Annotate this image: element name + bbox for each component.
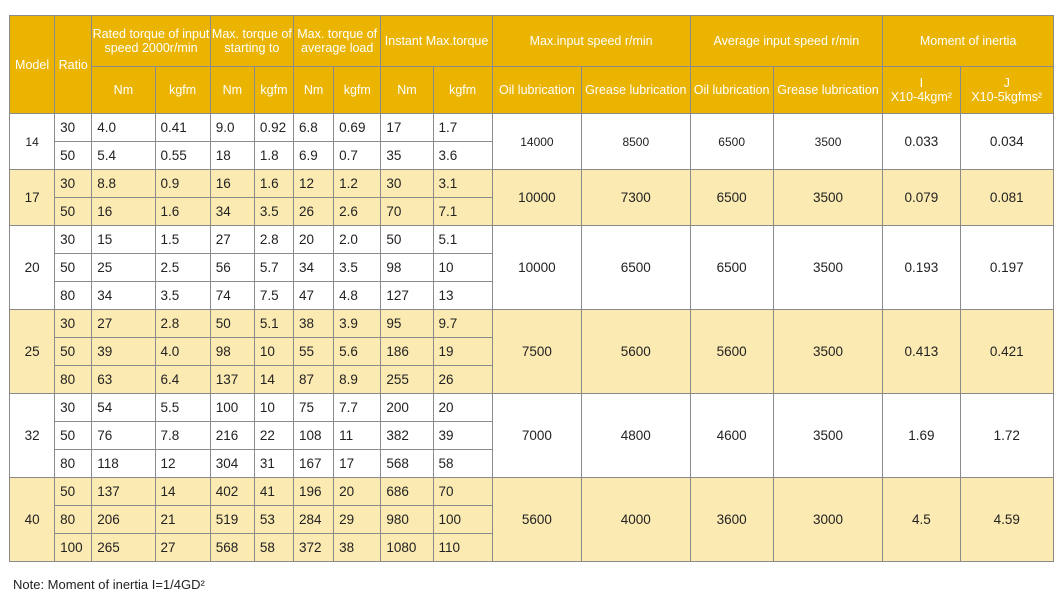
subheader-grease-lubrication: Grease lubrication (773, 67, 882, 114)
header-instant-max-torque: Instant Max.torque (381, 16, 492, 67)
avg-speed-grease-cell: 3500 (773, 170, 882, 226)
rated-kgfm-cell: 1.6 (155, 198, 210, 226)
start-nm-cell: 137 (210, 366, 254, 394)
avg-nm-cell: 12 (294, 170, 334, 198)
spec-table-body (10, 114, 1054, 562)
avg-speed-grease-cell: 3500 (773, 226, 882, 310)
inertia-j-cell: 0.034 (960, 114, 1053, 170)
header-moment-of-inertia: Moment of inertia (883, 16, 1054, 67)
avg-nm-cell: 87 (294, 366, 334, 394)
ratio-cell: 80 (55, 282, 92, 310)
instant-nm-cell: 50 (381, 226, 433, 254)
ratio-cell: 50 (55, 338, 92, 366)
instant-kgfm-cell: 26 (433, 366, 492, 394)
table-row (10, 478, 1054, 506)
start-nm-cell: 27 (210, 226, 254, 254)
instant-kgfm-cell: 70 (433, 478, 492, 506)
avg-nm-cell: 26 (294, 198, 334, 226)
instant-nm-cell: 127 (381, 282, 433, 310)
spec-table-container (9, 15, 1054, 562)
inertia-j-cell: 0.421 (960, 310, 1053, 394)
subheader-oil-lubrication: Oil lubrication (492, 67, 581, 114)
start-nm-cell: 18 (210, 142, 254, 170)
max-speed-oil-cell: 7000 (492, 394, 581, 478)
subheader-oil-lubrication: Oil lubrication (690, 67, 773, 114)
rated-kgfm-cell: 6.4 (155, 366, 210, 394)
instant-nm-cell: 98 (381, 254, 433, 282)
rated-kgfm-cell: 7.8 (155, 422, 210, 450)
rated-nm-cell: 206 (92, 506, 155, 534)
start-kgfm-cell: 58 (254, 534, 293, 562)
start-kgfm-cell: 1.6 (254, 170, 293, 198)
subheader-nm: Nm (92, 67, 155, 114)
rated-nm-cell: 39 (92, 338, 155, 366)
ratio-cell: 50 (55, 422, 92, 450)
subheader-nm: Nm (381, 67, 433, 114)
subheader-kgfm: kgfm (433, 67, 492, 114)
header-ratio: Ratio (55, 16, 92, 114)
instant-kgfm-cell: 10 (433, 254, 492, 282)
start-kgfm-cell: 0.92 (254, 114, 293, 142)
avg-kgfm-cell: 3.5 (334, 254, 381, 282)
start-nm-cell: 16 (210, 170, 254, 198)
start-kgfm-cell: 41 (254, 478, 293, 506)
header-max-input-speed: Max.input speed r/min (492, 16, 690, 67)
ratio-cell: 80 (55, 450, 92, 478)
inertia-i-unit: X10-4kgm² (890, 90, 952, 104)
start-kgfm-cell: 7.5 (254, 282, 293, 310)
rated-nm-cell: 265 (92, 534, 155, 562)
instant-kgfm-cell: 7.1 (433, 198, 492, 226)
start-nm-cell: 50 (210, 310, 254, 338)
ratio-cell: 50 (55, 198, 92, 226)
rated-nm-cell: 76 (92, 422, 155, 450)
avg-kgfm-cell: 7.7 (334, 394, 381, 422)
instant-nm-cell: 200 (381, 394, 433, 422)
model-cell: 17 (10, 170, 55, 226)
avg-kgfm-cell: 11 (334, 422, 381, 450)
avg-speed-oil-cell: 6500 (690, 170, 773, 226)
start-nm-cell: 74 (210, 282, 254, 310)
instant-nm-cell: 686 (381, 478, 433, 506)
start-kgfm-cell: 22 (254, 422, 293, 450)
start-nm-cell: 100 (210, 394, 254, 422)
instant-kgfm-cell: 19 (433, 338, 492, 366)
start-kgfm-cell: 5.1 (254, 310, 293, 338)
avg-kgfm-cell: 17 (334, 450, 381, 478)
rated-nm-cell: 27 (92, 310, 155, 338)
max-speed-grease-cell: 7300 (582, 170, 690, 226)
inertia-j-cell: 4.59 (960, 478, 1053, 562)
subheader-kgfm: kgfm (254, 67, 293, 114)
rated-kgfm-cell: 0.55 (155, 142, 210, 170)
rated-kgfm-cell: 2.8 (155, 310, 210, 338)
avg-nm-cell: 75 (294, 394, 334, 422)
inertia-i-cell: 4.5 (883, 478, 960, 562)
avg-nm-cell: 167 (294, 450, 334, 478)
rated-nm-cell: 63 (92, 366, 155, 394)
avg-kgfm-cell: 2.6 (334, 198, 381, 226)
max-speed-grease-cell: 6500 (582, 226, 690, 310)
rated-nm-cell: 16 (92, 198, 155, 226)
table-row (10, 310, 1054, 338)
model-cell: 14 (10, 114, 55, 170)
instant-nm-cell: 980 (381, 506, 433, 534)
avg-speed-oil-cell: 3600 (690, 478, 773, 562)
avg-nm-cell: 38 (294, 310, 334, 338)
start-nm-cell: 304 (210, 450, 254, 478)
avg-speed-grease-cell: 3500 (773, 394, 882, 478)
avg-nm-cell: 6.8 (294, 114, 334, 142)
start-kgfm-cell: 31 (254, 450, 293, 478)
max-speed-oil-cell: 10000 (492, 226, 581, 310)
avg-kgfm-cell: 0.7 (334, 142, 381, 170)
inertia-i-cell: 0.413 (883, 310, 960, 394)
avg-speed-grease-cell: 3500 (773, 114, 882, 170)
model-cell: 40 (10, 478, 55, 562)
avg-kgfm-cell: 1.2 (334, 170, 381, 198)
rated-nm-cell: 34 (92, 282, 155, 310)
start-kgfm-cell: 14 (254, 366, 293, 394)
instant-nm-cell: 30 (381, 170, 433, 198)
max-speed-grease-cell: 5600 (582, 310, 690, 394)
ratio-cell: 30 (55, 310, 92, 338)
subheader-inertia-i (883, 67, 960, 114)
instant-kgfm-cell: 20 (433, 394, 492, 422)
start-kgfm-cell: 53 (254, 506, 293, 534)
avg-speed-oil-cell: 4600 (690, 394, 773, 478)
start-nm-cell: 34 (210, 198, 254, 226)
start-kgfm-cell: 10 (254, 394, 293, 422)
max-speed-oil-cell: 5600 (492, 478, 581, 562)
rated-kgfm-cell: 5.5 (155, 394, 210, 422)
inertia-i-symbol: I (919, 76, 924, 90)
instant-kgfm-cell: 110 (433, 534, 492, 562)
rated-nm-cell: 5.4 (92, 142, 155, 170)
instant-kgfm-cell: 3.6 (433, 142, 492, 170)
start-kgfm-cell: 2.8 (254, 226, 293, 254)
start-kgfm-cell: 3.5 (254, 198, 293, 226)
rated-nm-cell: 137 (92, 478, 155, 506)
avg-speed-oil-cell: 6500 (690, 226, 773, 310)
inertia-j-cell: 1.72 (960, 394, 1053, 478)
rated-nm-cell: 4.0 (92, 114, 155, 142)
rated-nm-cell: 25 (92, 254, 155, 282)
inertia-j-symbol: J (1003, 76, 1010, 90)
instant-kgfm-cell: 39 (433, 422, 492, 450)
model-cell: 25 (10, 310, 55, 394)
instant-kgfm-cell: 3.1 (433, 170, 492, 198)
avg-kgfm-cell: 4.8 (334, 282, 381, 310)
rated-kgfm-cell: 4.0 (155, 338, 210, 366)
inertia-j-cell: 0.081 (960, 170, 1053, 226)
ratio-cell: 30 (55, 394, 92, 422)
rated-nm-cell: 118 (92, 450, 155, 478)
header-average-input-speed: Average input speed r/min (690, 16, 883, 67)
start-nm-cell: 56 (210, 254, 254, 282)
instant-nm-cell: 255 (381, 366, 433, 394)
avg-nm-cell: 372 (294, 534, 334, 562)
inertia-j-unit: X10-5kgfms² (971, 90, 1043, 104)
avg-kgfm-cell: 5.6 (334, 338, 381, 366)
start-kgfm-cell: 10 (254, 338, 293, 366)
instant-nm-cell: 17 (381, 114, 433, 142)
avg-speed-grease-cell: 3000 (773, 478, 882, 562)
avg-kgfm-cell: 0.69 (334, 114, 381, 142)
instant-nm-cell: 1080 (381, 534, 433, 562)
avg-nm-cell: 108 (294, 422, 334, 450)
max-speed-oil-cell: 14000 (492, 114, 581, 170)
start-kgfm-cell: 1.8 (254, 142, 293, 170)
rated-kgfm-cell: 3.5 (155, 282, 210, 310)
rated-kgfm-cell: 0.41 (155, 114, 210, 142)
rated-kgfm-cell: 0.9 (155, 170, 210, 198)
header-max-torque-average: Max. torque of average load (294, 16, 381, 67)
avg-kgfm-cell: 20 (334, 478, 381, 506)
start-nm-cell: 402 (210, 478, 254, 506)
subheader-grease-lubrication: Grease lubrication (582, 67, 690, 114)
subheader-nm: Nm (210, 67, 254, 114)
instant-nm-cell: 70 (381, 198, 433, 226)
avg-speed-oil-cell: 6500 (690, 114, 773, 170)
ratio-cell: 80 (55, 506, 92, 534)
start-nm-cell: 568 (210, 534, 254, 562)
rated-nm-cell: 54 (92, 394, 155, 422)
rated-kgfm-cell: 2.5 (155, 254, 210, 282)
rated-nm-cell: 8.8 (92, 170, 155, 198)
instant-kgfm-cell: 58 (433, 450, 492, 478)
start-kgfm-cell: 5.7 (254, 254, 293, 282)
footnote: Note: Moment of inertia I=1/4GD² (13, 577, 205, 592)
start-nm-cell: 216 (210, 422, 254, 450)
avg-nm-cell: 47 (294, 282, 334, 310)
ratio-cell: 30 (55, 226, 92, 254)
avg-speed-grease-cell: 3500 (773, 310, 882, 394)
instant-kgfm-cell: 13 (433, 282, 492, 310)
subheader-kgfm: kgfm (155, 67, 210, 114)
avg-kgfm-cell: 8.9 (334, 366, 381, 394)
header-rated-torque: Rated torque of input speed 2000r/min (92, 16, 210, 67)
avg-kgfm-cell: 2.0 (334, 226, 381, 254)
rated-kgfm-cell: 27 (155, 534, 210, 562)
ratio-cell: 30 (55, 114, 92, 142)
table-row (10, 394, 1054, 422)
table-row (10, 170, 1054, 198)
ratio-cell: 100 (55, 534, 92, 562)
rated-kgfm-cell: 21 (155, 506, 210, 534)
header-max-torque-starting: Max. torque of starting to (210, 16, 293, 67)
avg-kgfm-cell: 29 (334, 506, 381, 534)
max-speed-grease-cell: 8500 (582, 114, 690, 170)
instant-nm-cell: 186 (381, 338, 433, 366)
max-speed-oil-cell: 7500 (492, 310, 581, 394)
instant-kgfm-cell: 9.7 (433, 310, 492, 338)
subheader-kgfm: kgfm (334, 67, 381, 114)
start-nm-cell: 519 (210, 506, 254, 534)
avg-nm-cell: 6.9 (294, 142, 334, 170)
max-speed-oil-cell: 10000 (492, 170, 581, 226)
inertia-j-cell: 0.197 (960, 226, 1053, 310)
avg-kgfm-cell: 3.9 (334, 310, 381, 338)
inertia-i-cell: 0.079 (883, 170, 960, 226)
subheader-nm: Nm (294, 67, 334, 114)
rated-kgfm-cell: 14 (155, 478, 210, 506)
avg-nm-cell: 34 (294, 254, 334, 282)
max-speed-grease-cell: 4000 (582, 478, 690, 562)
ratio-cell: 50 (55, 254, 92, 282)
avg-kgfm-cell: 38 (334, 534, 381, 562)
subheader-inertia-j (960, 67, 1053, 114)
header-model: Model (10, 16, 55, 114)
ratio-cell: 80 (55, 366, 92, 394)
instant-nm-cell: 568 (381, 450, 433, 478)
instant-nm-cell: 382 (381, 422, 433, 450)
inertia-i-cell: 0.193 (883, 226, 960, 310)
avg-nm-cell: 196 (294, 478, 334, 506)
table-row (10, 114, 1054, 142)
start-nm-cell: 98 (210, 338, 254, 366)
start-nm-cell: 9.0 (210, 114, 254, 142)
instant-kgfm-cell: 100 (433, 506, 492, 534)
rated-nm-cell: 15 (92, 226, 155, 254)
instant-nm-cell: 95 (381, 310, 433, 338)
instant-kgfm-cell: 5.1 (433, 226, 492, 254)
avg-nm-cell: 284 (294, 506, 334, 534)
avg-speed-oil-cell: 5600 (690, 310, 773, 394)
model-cell: 32 (10, 394, 55, 478)
instant-kgfm-cell: 1.7 (433, 114, 492, 142)
table-row (10, 226, 1054, 254)
inertia-i-cell: 1.69 (883, 394, 960, 478)
max-speed-grease-cell: 4800 (582, 394, 690, 478)
instant-nm-cell: 35 (381, 142, 433, 170)
avg-nm-cell: 20 (294, 226, 334, 254)
ratio-cell: 50 (55, 142, 92, 170)
spec-table (9, 15, 1054, 562)
rated-kgfm-cell: 12 (155, 450, 210, 478)
model-cell: 20 (10, 226, 55, 310)
inertia-i-cell: 0.033 (883, 114, 960, 170)
rated-kgfm-cell: 1.5 (155, 226, 210, 254)
avg-nm-cell: 55 (294, 338, 334, 366)
ratio-cell: 50 (55, 478, 92, 506)
ratio-cell: 30 (55, 170, 92, 198)
